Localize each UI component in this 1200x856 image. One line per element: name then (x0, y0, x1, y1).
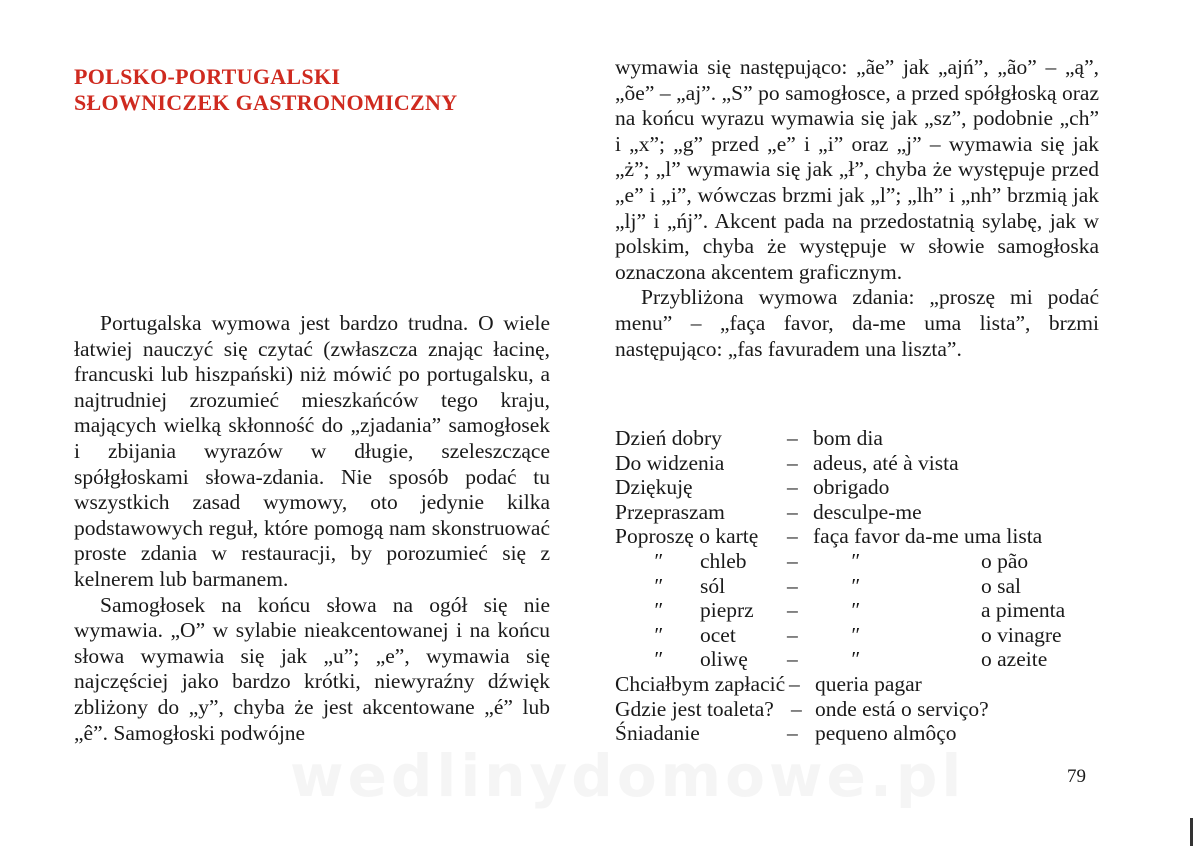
ditto-mark: ″ (850, 598, 859, 623)
paragraph: Przybliżona wymowa zdania: „proszę mi podać menu” – „faça favor, da-me uma lista”, brzmi następująco: „fas favuradem una liszta”. (615, 285, 1099, 361)
vocab-row (615, 524, 1115, 549)
polish-term: Dziękuję (615, 475, 693, 500)
vocab-sub-row (615, 647, 1115, 672)
ditto-mark: ″ (850, 622, 859, 647)
polish-term: Gdzie jest toaleta? (615, 696, 774, 721)
portuguese-term: o azeite (981, 647, 1048, 672)
polish-term: Przepraszam (615, 499, 725, 524)
portuguese-term: obrigado (813, 475, 890, 500)
page-number: 79 (1067, 766, 1086, 787)
polish-term: Do widzenia (615, 450, 725, 475)
paragraph: Portugalska wymowa jest bardzo trudna. O wiele łatwiej nauczyć się czytać (zwłaszcza znając łacinę, francuski lub hiszpański) niż mówić po portugalsku, a najtrudniej zrozumieć mieszkańców tego kraju, mających wielką skłonność do „zjadania” samogłosek i zbijania wyrazów w długie, szeleszczące spółgłoskami słowa-zdania. Nie sposób podać tu wszystkich zasad wymowy, oto jedynie kilka podstawowych reguł, które pomogą nam skonstruować proste zdania w restauracji, by porozumieć się z kelnerem lub barmanem. (74, 311, 550, 591)
vocab-row (615, 500, 1115, 525)
ditto-mark: ″ (850, 548, 859, 573)
ditto-mark: ″ (653, 548, 662, 573)
portuguese-term: desculpe-me (813, 499, 922, 524)
dash: – (787, 426, 798, 450)
portuguese-term: a pimenta (981, 598, 1066, 623)
vocabulary-list (615, 426, 1115, 746)
vocab-row (615, 697, 1115, 722)
ditto-mark: ″ (653, 622, 662, 647)
watermark: wedlinydomowe.pl (290, 742, 966, 810)
dash: – (791, 696, 802, 721)
polish-term: Chciałbym zapłacić (615, 671, 786, 696)
polish-term: Poproszę o kartę (615, 524, 759, 549)
polish-term: chleb (700, 548, 747, 573)
portuguese-term: o pão (981, 548, 1029, 573)
dash: – (787, 524, 798, 549)
left-body-text (74, 311, 550, 746)
portuguese-term: queria pagar (815, 671, 922, 696)
dash: – (787, 622, 798, 647)
vocab-row (615, 426, 1115, 451)
dash: – (787, 573, 798, 598)
page-edge-mark (1190, 818, 1193, 846)
dash: – (787, 548, 798, 573)
paragraph: Samogłosek na końcu słowa na ogół się nie wymawia. „O” w sylabie nieakcentowanej i na końcu słowa wymawia się jak „u”; „e”, wymawia się najczęściej jako bardzo krótki, niewyraźny dźwięk zbliżony do „y”, chyba że jest akcentowane „é” lub „ê”. Samogłoski podwójne (74, 592, 550, 745)
vocab-row (615, 721, 1115, 746)
dash: – (787, 450, 798, 475)
ditto-mark: ″ (850, 647, 859, 672)
polish-term: ocet (700, 622, 736, 647)
polish-term: sól (700, 573, 726, 598)
polish-term: pieprz (700, 598, 754, 623)
portuguese-term: adeus, até à vista (813, 450, 959, 475)
ditto-mark: ″ (653, 573, 662, 598)
ditto-mark: ″ (653, 598, 662, 623)
portuguese-term: o sal (981, 573, 1022, 598)
vocab-sub-row (615, 623, 1115, 648)
dash: – (787, 598, 798, 623)
portuguese-term: faça favor da-me uma lista (813, 524, 1043, 549)
polish-term: oliwę (700, 647, 748, 672)
vocab-sub-row (615, 549, 1115, 574)
page-title (74, 64, 457, 116)
vocab-row (615, 672, 1115, 697)
dash: – (787, 721, 798, 746)
ditto-mark: ″ (850, 573, 859, 598)
right-page (590, 0, 1200, 856)
dash: – (787, 475, 798, 500)
ditto-mark: ″ (653, 647, 662, 672)
vocab-sub-row (615, 598, 1115, 623)
title-line-1: POLSKO-PORTUGALSKI (74, 64, 341, 89)
dash: – (787, 499, 798, 524)
polish-term: Dzień dobry (615, 426, 722, 450)
paragraph: wymawia się następująco: „ãe” jak „ajń”, „ão” – „ą”, „õe” – „aj”. „S” po samogłosce, a przed spółgłoską oraz na końcu wyrazu wymawia się jak „sz”, podobnie „ch” i „x”; „g” przed „e” i „i” oraz „j” – wymawia się jak „ż”; „l” wymawia się jak „ł”, chyba że występuje przed „e” i „i”, wówczas brzmi jak „l”; „lh” i „nh” brzmią jak „lj” i „ńj”. Akcent pada na przedostatnią sylabę, jak w polskim, chyba że występuje w słowie samogłoska oznaczona akcentem graficznym. (615, 55, 1099, 284)
right-body-text (615, 55, 1099, 362)
left-page (0, 0, 590, 856)
portuguese-term: bom dia (813, 426, 883, 450)
vocab-row (615, 475, 1115, 500)
polish-term: Śniadanie (615, 721, 700, 746)
portuguese-term: pequeno almôço (815, 721, 957, 746)
title-line-2: SŁOWNICZEK GASTRONOMICZNY (74, 90, 458, 115)
portuguese-term: onde está o serviço? (815, 696, 989, 721)
vocab-row (615, 451, 1115, 476)
dash: – (789, 671, 800, 696)
dash: – (787, 647, 798, 672)
portuguese-term: o vinagre (981, 622, 1062, 647)
vocab-sub-row (615, 574, 1115, 599)
